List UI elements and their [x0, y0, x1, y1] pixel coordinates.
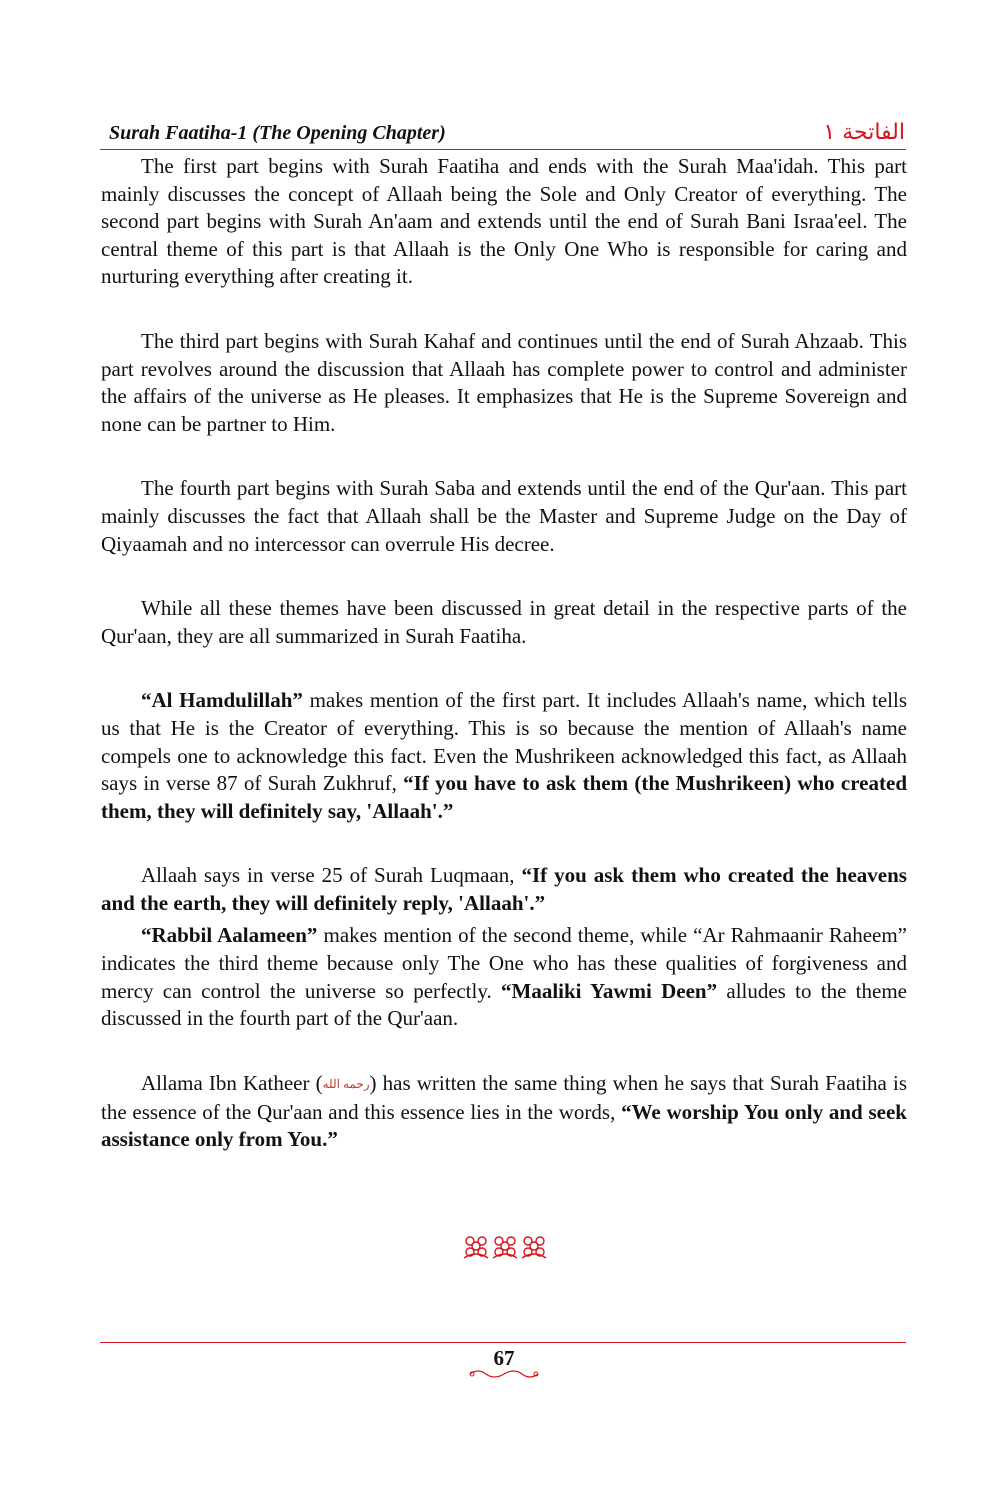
header-divider: [100, 149, 906, 150]
floral-divider-icon: [462, 1231, 548, 1261]
page-number: 67: [493, 1346, 515, 1370]
quote-luqmaan: “If you ask them who created the heavens and the earth, they will definitely reply, 'Allaah'.”: [101, 863, 907, 915]
paragraph-1: [101, 153, 907, 291]
paragraph-8-text-mid: ) has written the same thing when he says that Surah Faatiha is the essence of the Qur'aan and this essence lies in the words,: [101, 1070, 907, 1124]
term-al-hamdulillah: “Al Hamdulillah”: [141, 688, 303, 713]
paragraph-3-text: The fourth part begins with Surah Saba and extends until the end of the Qur'aan. This part mainly discusses the fact that Allaah shall be the Master and Supreme Judge on the Day of Qiyaamah and no intercessor can overrule His decree.: [101, 476, 907, 556]
paragraph-5: [101, 687, 907, 825]
paragraph-2: [101, 328, 907, 438]
term-rabbil-aalameen: “Rabbil Aalameen”: [141, 923, 318, 948]
header-title: Surah Faatiha-1 (The Opening Chapter): [109, 122, 446, 144]
paragraph-2-text: The third part begins with Surah Kahaf and continues until the end of Surah Ahzaab. This part revolves around the discussion that Allaah has complete power to control and administer the affairs of the universe as He pleases. It emphasizes that He is the Supreme Sovereign and none can be partner to Him.: [101, 328, 907, 436]
honorific-glyph: رحمه الله: [322, 1077, 370, 1092]
term-maaliki-yawmi-deen: “Maaliki Yawmi Deen”: [501, 978, 718, 1003]
paragraph-6: [101, 862, 907, 917]
paragraph-4: [101, 595, 907, 650]
paragraph-7: [101, 922, 907, 1032]
page-content: [101, 153, 907, 1154]
header-arabic-title: الفاتحة ١: [823, 120, 905, 145]
quote-zukhruf: “If you have to ask them (the Mushrikeen) who created them, they will definitely say, 'Allaah'.”: [101, 771, 907, 823]
paragraph-5-text: makes mention of the first part. It includes Allaah's name, which tells us that He is the Creator of everything. This is so because the mention of Allaah's name compels one to acknowledge this fact. Even the Mushrikeen acknowledged this fact, as Allaah says in verse 87 of Surah Zukhruf,: [101, 688, 907, 796]
footer-divider: [100, 1342, 906, 1343]
paragraph-7-text: makes mention of the second theme, while “Ar Rahmaanir Raheem” indicates the third theme because only The One who has these qualities of forgiveness and mercy can control the universe so perfectly.: [101, 923, 907, 1003]
paragraph-4-text: While all these themes have been discussed in great detail in the respective parts of the Qur'aan, they are all summarized in Surah Faatiha.: [101, 596, 907, 648]
paragraph-6-text: Allaah says in verse 25 of Surah Luqmaan,: [141, 863, 522, 888]
paragraph-3: [101, 475, 907, 558]
paragraph-8: [101, 1070, 907, 1154]
page-swirl-icon: [468, 1366, 540, 1382]
quote-we-worship: “We worship You only and seek assistance only from You.”: [101, 1099, 907, 1152]
page-header: [103, 120, 907, 150]
paragraph-7-text-end: alludes to the theme discussed in the fourth part of the Qur'aan.: [101, 978, 907, 1031]
paragraph-1-text: The first part begins with Surah Faatiha and ends with the Surah Maa'idah. This part mainly discusses the concept of Allaah being the Sole and Only Creator of everything. The second part begins with Surah An'aam and extends until the end of Surah Bani Israa'eel. The central theme of this part is that Allaah is the Only One Who is responsible for caring and nurturing everything after creating it.: [101, 154, 907, 289]
paragraph-8-text: Allama Ibn Katheer (: [141, 1070, 323, 1095]
